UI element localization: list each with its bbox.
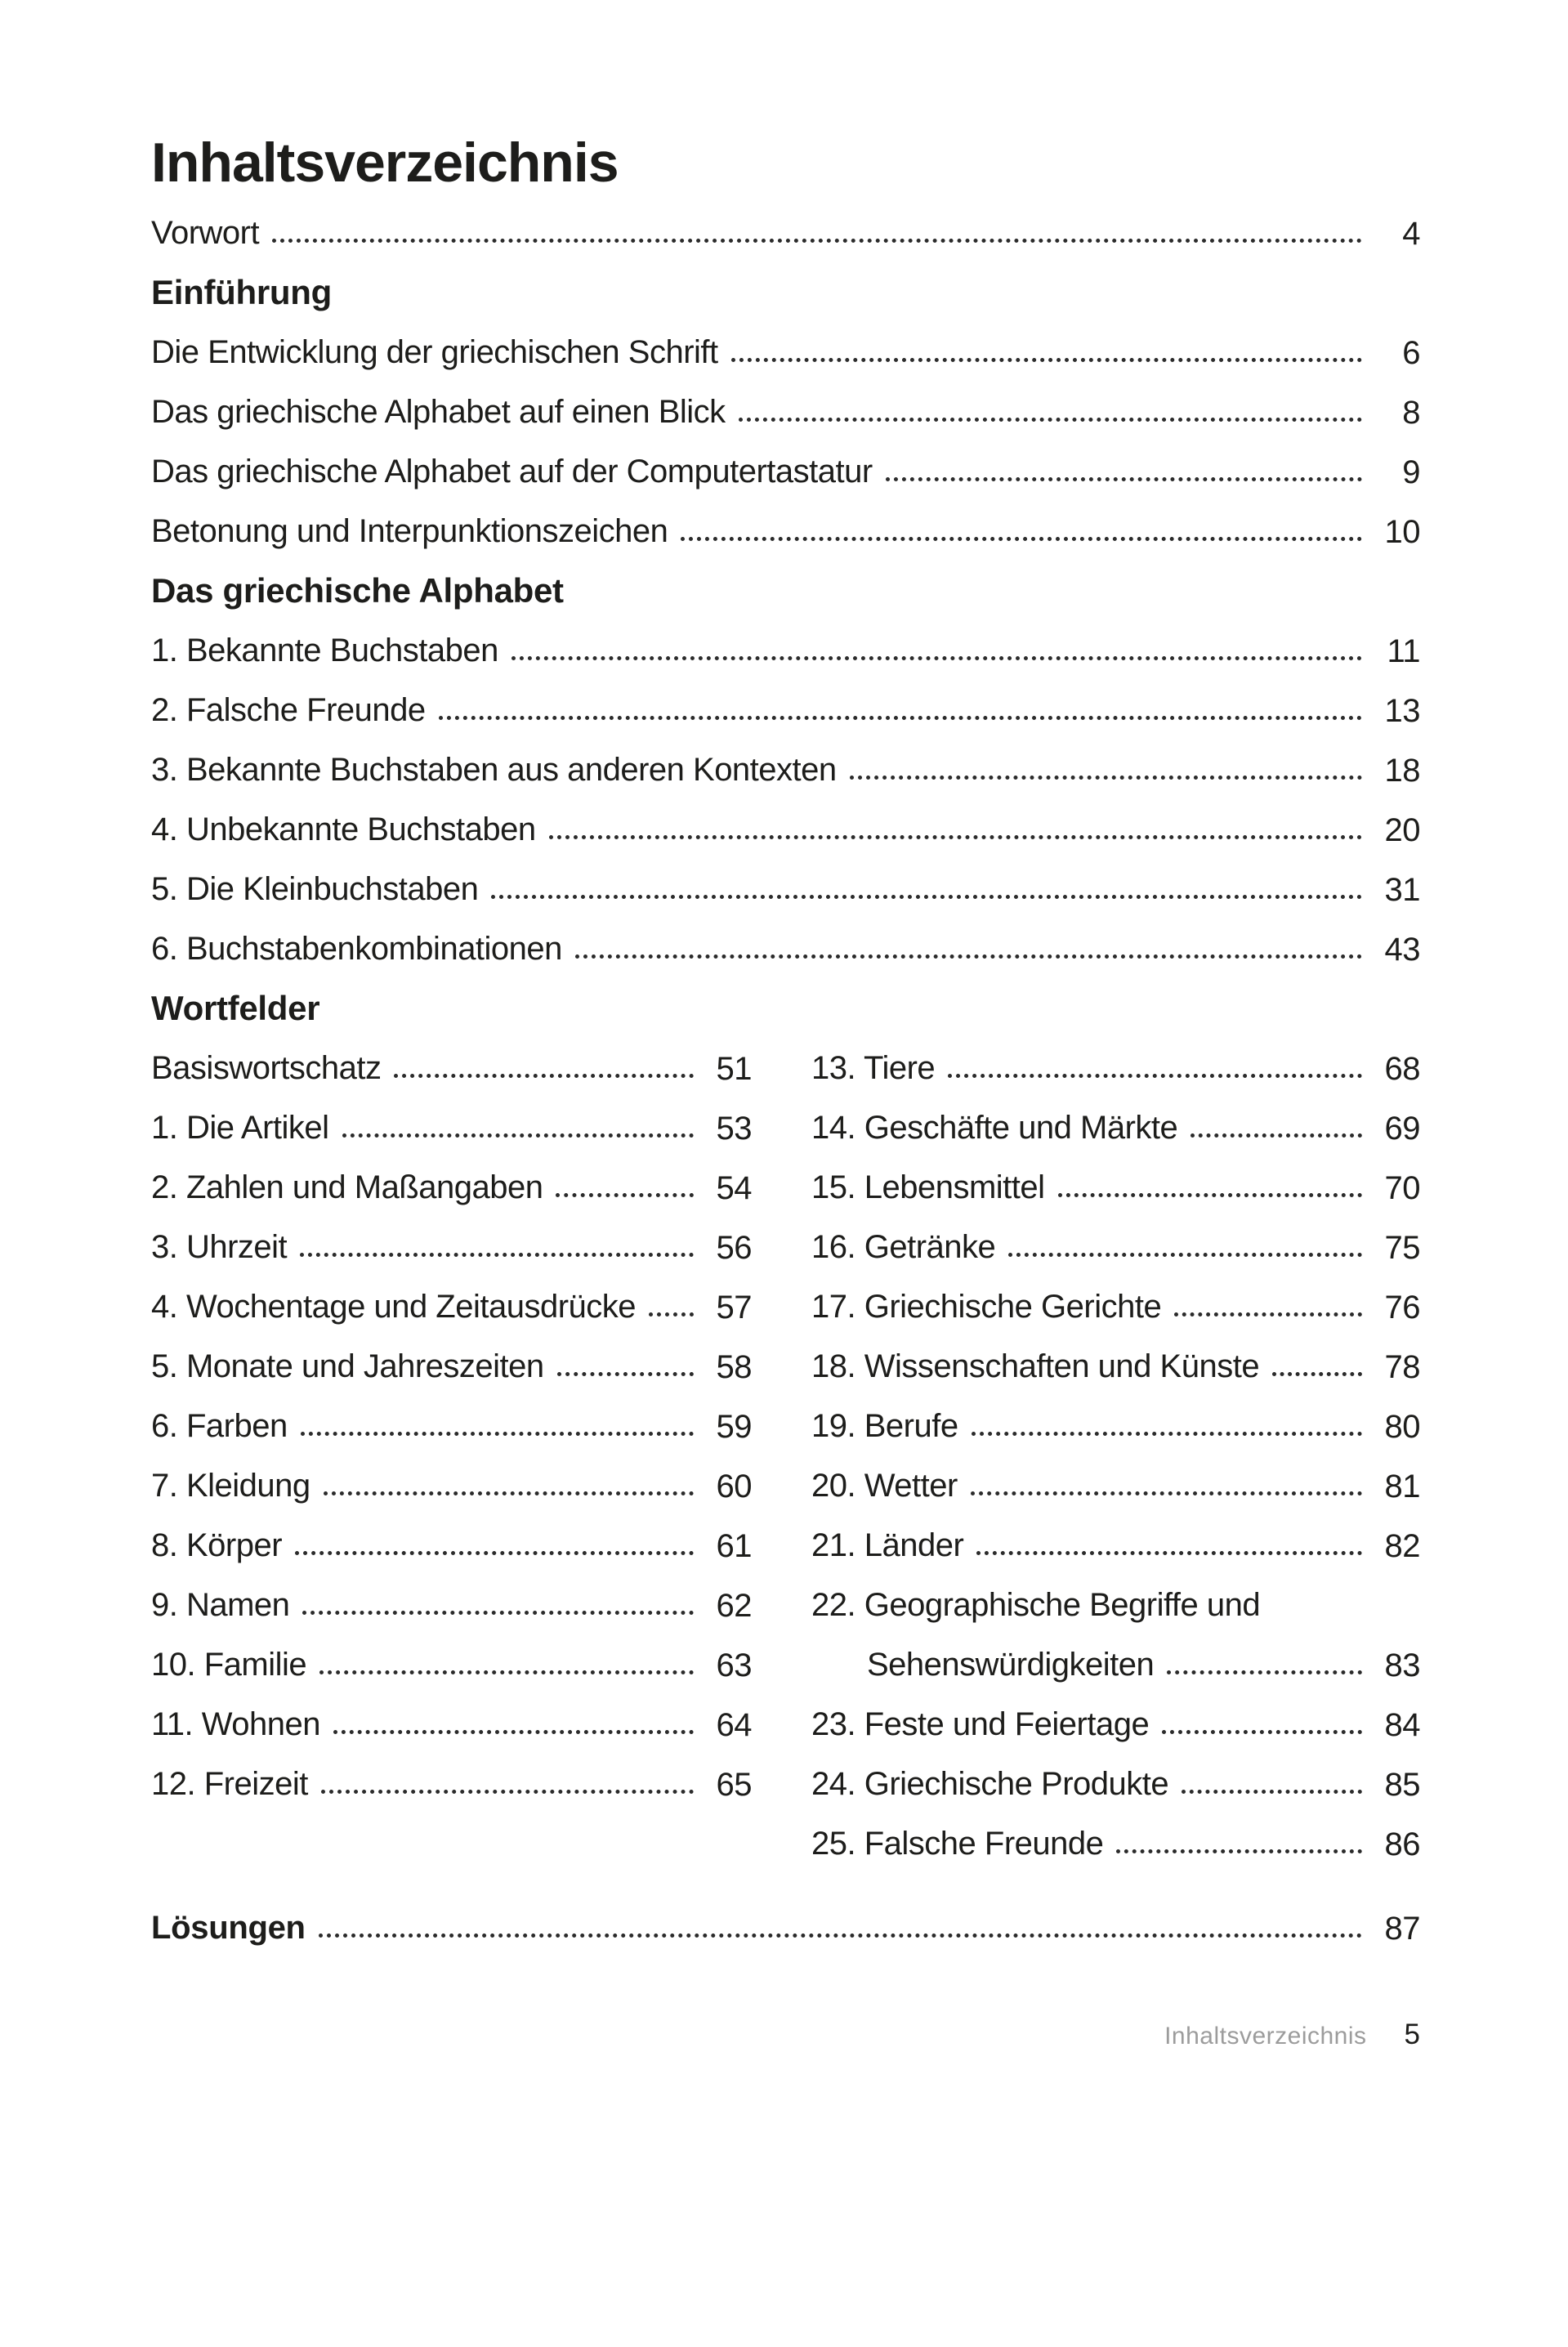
toc-entry-page: 62 (716, 1588, 752, 1624)
footer-section-label: Inhaltsverzeichnis (1164, 2023, 1367, 2050)
dot-leader (556, 1193, 694, 1197)
dot-leader (575, 954, 1362, 959)
section-heading-einfuehrung: Einführung (151, 273, 332, 311)
toc-entry-page: 70 (1384, 1170, 1420, 1206)
toc-entry-label: 1. Bekannte Buchstaben (151, 633, 498, 668)
toc-entry (151, 1205, 752, 1264)
wortfelder-right-column (811, 1026, 1420, 1861)
toc-entry-page: 53 (716, 1111, 752, 1147)
toc-entry-page: 68 (1384, 1051, 1420, 1087)
toc-page (0, 132, 1568, 2347)
toc-entry (811, 1443, 1420, 1503)
toc-entry-label: 6. Farben (151, 1408, 288, 1444)
toc-entry-page: 9 (1402, 454, 1420, 490)
toc-entry (811, 1503, 1420, 1562)
toc-entry-page: 51 (716, 1051, 752, 1087)
dot-leader (731, 358, 1362, 362)
toc-entry (811, 1741, 1420, 1801)
toc-entry-label: 9. Namen (151, 1587, 290, 1623)
toc-entry-label: 25. Falsche Freunde (811, 1826, 1104, 1862)
toc-entry-label: 18. Wissenschaften und Künste (811, 1348, 1260, 1384)
toc-entry-label: 7. Kleidung (151, 1468, 310, 1504)
dot-leader (394, 1074, 694, 1078)
dot-leader (342, 1133, 694, 1138)
dot-leader (557, 1372, 694, 1376)
toc-entry (811, 1801, 1420, 1861)
toc-entry-label: 16. Getränke (811, 1229, 996, 1265)
dot-leader (300, 1253, 694, 1257)
dot-leader (324, 1491, 694, 1495)
toc-entry-label: 23. Feste und Feiertage (811, 1706, 1150, 1742)
dot-leader (549, 835, 1362, 839)
toc-entry (151, 1384, 752, 1443)
wortfelder-left-column (151, 1026, 752, 1861)
wortfelder-columns (151, 1026, 1420, 1861)
toc-entry-page: 78 (1384, 1349, 1420, 1385)
dot-leader (1116, 1849, 1362, 1853)
toc-entry (811, 1324, 1420, 1384)
toc-entry-label: 5. Monate und Jahreszeiten (151, 1348, 544, 1384)
toc-entry (151, 1503, 752, 1562)
toc-entry-label: 10. Familie (151, 1647, 307, 1683)
toc-entry-page: 76 (1384, 1290, 1420, 1325)
toc-entry-page: 60 (716, 1469, 752, 1504)
toc-entry-page: 43 (1384, 932, 1420, 968)
toc-entry-page: 18 (1384, 753, 1420, 789)
dot-leader (972, 1432, 1362, 1436)
dot-leader (301, 1432, 694, 1436)
toc-entry-page: 59 (716, 1409, 752, 1445)
toc-entry-label: 14. Geschäfte und Märkte (811, 1110, 1178, 1146)
dot-leader (302, 1611, 694, 1615)
toc-entry-label: 21. Länder (811, 1527, 964, 1563)
toc-entry-page: 69 (1384, 1111, 1420, 1147)
dot-leader (681, 537, 1362, 541)
toc-entry (151, 1145, 752, 1205)
toc-entry (151, 787, 1420, 847)
dot-leader (272, 239, 1362, 243)
toc-entry (151, 727, 1420, 787)
dot-leader (333, 1730, 694, 1734)
toc-entry (151, 608, 1420, 668)
toc-entry-vorwort (151, 190, 1420, 250)
section-heading-alphabet: Das griechische Alphabet (151, 571, 564, 610)
toc-entry (811, 1145, 1420, 1205)
dot-leader (976, 1551, 1362, 1555)
toc-entry-page: 57 (716, 1290, 752, 1325)
toc-entry (151, 429, 1420, 489)
toc-entry-page: 64 (716, 1707, 752, 1743)
dot-leader (1191, 1133, 1362, 1138)
section-alphabet-entries (151, 608, 1420, 966)
toc-entry-page: 31 (1384, 872, 1420, 908)
toc-entry (811, 1264, 1420, 1324)
dot-leader (1162, 1730, 1362, 1734)
page-title: Inhaltsverzeichnis (151, 132, 619, 194)
dot-leader (295, 1551, 694, 1555)
toc-entry-label: Das griechische Alphabet auf der Computertastatur (151, 454, 873, 490)
toc-entry (811, 1085, 1420, 1145)
toc-entry (811, 1026, 1420, 1085)
toc-entry-page: 87 (1384, 1911, 1420, 1947)
dot-leader (886, 477, 1362, 481)
toc-entry-label: 11. Wohnen (151, 1706, 321, 1742)
toc-entry-label: Betonung und Interpunktionszeichen (151, 513, 668, 549)
toc-entry-two-line (811, 1562, 1420, 1682)
dot-leader (319, 1670, 694, 1674)
toc-entry-page: 65 (716, 1767, 752, 1803)
toc-entry (151, 1085, 752, 1145)
dot-leader (649, 1312, 694, 1317)
toc-entry (151, 1264, 752, 1324)
toc-entry-label: Vorwort (151, 215, 260, 251)
toc-entry-page: 84 (1384, 1707, 1420, 1743)
toc-entry-loesungen (151, 1885, 1420, 1945)
toc-entry (151, 847, 1420, 906)
toc-entry-label: 2. Zahlen und Maßangaben (151, 1169, 543, 1205)
toc-entry (151, 310, 1420, 369)
dot-leader (1272, 1372, 1362, 1376)
toc-entry (151, 1324, 752, 1384)
toc-entry (811, 1384, 1420, 1443)
toc-entry-page: 81 (1384, 1469, 1420, 1504)
dot-leader (850, 776, 1362, 780)
toc-entry-label: 15. Lebensmittel (811, 1169, 1045, 1205)
toc-entry-page: 8 (1402, 395, 1420, 431)
toc-entry-label: 1. Die Artikel (151, 1110, 329, 1146)
dot-leader (1174, 1312, 1362, 1317)
dot-leader (491, 895, 1362, 899)
toc-entry-label: 4. Wochentage und Zeitausdrücke (151, 1289, 637, 1325)
toc-entry-page: 83 (1384, 1647, 1420, 1683)
toc-entry-page: 58 (716, 1349, 752, 1385)
toc-entry-label: Basiswortschatz (151, 1050, 382, 1086)
toc-entry-label: 17. Griechische Gerichte (811, 1289, 1162, 1325)
toc-entry (811, 1562, 1420, 1682)
toc-entry (811, 1205, 1420, 1264)
dot-leader (948, 1074, 1362, 1078)
toc-entry-label: 20. Wetter (811, 1468, 958, 1504)
toc-entry (151, 1026, 752, 1085)
toc-entry-label: 13. Tiere (811, 1050, 936, 1086)
section-heading-wortfelder: Wortfelder (151, 989, 320, 1027)
toc-entry-line2 (811, 1622, 1420, 1682)
footer-page-number: 5 (1404, 2018, 1420, 2050)
toc-entry-label: 22. Geographische Begriffe und (811, 1587, 1261, 1623)
toc-entry (151, 1443, 752, 1503)
toc-entry-label: Die Entwicklung der griechischen Schrift (151, 334, 718, 370)
dot-leader (1182, 1790, 1362, 1794)
toc-entry-page: 4 (1402, 216, 1420, 252)
toc-entry-label: 8. Körper (151, 1527, 283, 1563)
toc-entry-label-continuation: Sehenswürdigkeiten (867, 1647, 1155, 1683)
toc-entry-page: 63 (716, 1647, 752, 1683)
toc-entry-page: 86 (1384, 1826, 1420, 1862)
toc-entry-label: 4. Unbekannte Buchstaben (151, 811, 536, 847)
toc-entry (811, 1682, 1420, 1741)
toc-entry-label: 6. Buchstabenkombinationen (151, 931, 562, 967)
toc-entry (151, 369, 1420, 429)
toc-entry-page: 85 (1384, 1767, 1420, 1803)
dot-leader (321, 1790, 694, 1794)
toc-entry (151, 1622, 752, 1682)
toc-entry (151, 668, 1420, 727)
toc-entry (151, 489, 1420, 548)
dot-leader (739, 418, 1362, 422)
toc-entry-label: 5. Die Kleinbuchstaben (151, 871, 479, 907)
dot-leader (1008, 1253, 1362, 1257)
dot-leader (319, 1933, 1362, 1938)
toc-entry-label: Lösungen (151, 1910, 306, 1946)
page-footer (151, 2018, 1420, 2051)
toc-entry-page: 82 (1384, 1528, 1420, 1564)
toc-entry (151, 906, 1420, 966)
dot-leader (439, 716, 1362, 720)
toc-entry (151, 1562, 752, 1622)
toc-entry-page: 13 (1384, 693, 1420, 729)
dot-leader (1167, 1670, 1362, 1674)
toc-entry-label: 2. Falsche Freunde (151, 692, 426, 728)
toc-entry-label: 3. Bekannte Buchstaben aus anderen Kontexten (151, 752, 837, 788)
toc-entry (151, 1682, 752, 1741)
toc-entry-page: 11 (1387, 633, 1420, 669)
section-einfuehrung-entries (151, 310, 1420, 548)
toc-entry-page: 80 (1384, 1409, 1420, 1445)
toc-entry-page: 10 (1384, 514, 1420, 550)
toc-entry-label: 24. Griechische Produkte (811, 1766, 1169, 1802)
toc-entry-page: 6 (1402, 335, 1420, 371)
toc-entry-page: 61 (716, 1528, 752, 1564)
toc-entry-page: 75 (1384, 1230, 1420, 1266)
toc-entry-page: 54 (716, 1170, 752, 1206)
toc-entry-label: 3. Uhrzeit (151, 1229, 288, 1265)
dot-leader (1058, 1193, 1362, 1197)
toc-entry-label: 12. Freizeit (151, 1766, 308, 1802)
toc-entry-page: 56 (716, 1230, 752, 1266)
dot-leader (971, 1491, 1362, 1495)
toc-entry-label: 19. Berufe (811, 1408, 958, 1444)
toc-entry-label: Das griechische Alphabet auf einen Blick (151, 394, 726, 430)
dot-leader (511, 656, 1362, 660)
toc-entry-page: 20 (1384, 812, 1420, 848)
toc-entry (151, 1741, 752, 1801)
